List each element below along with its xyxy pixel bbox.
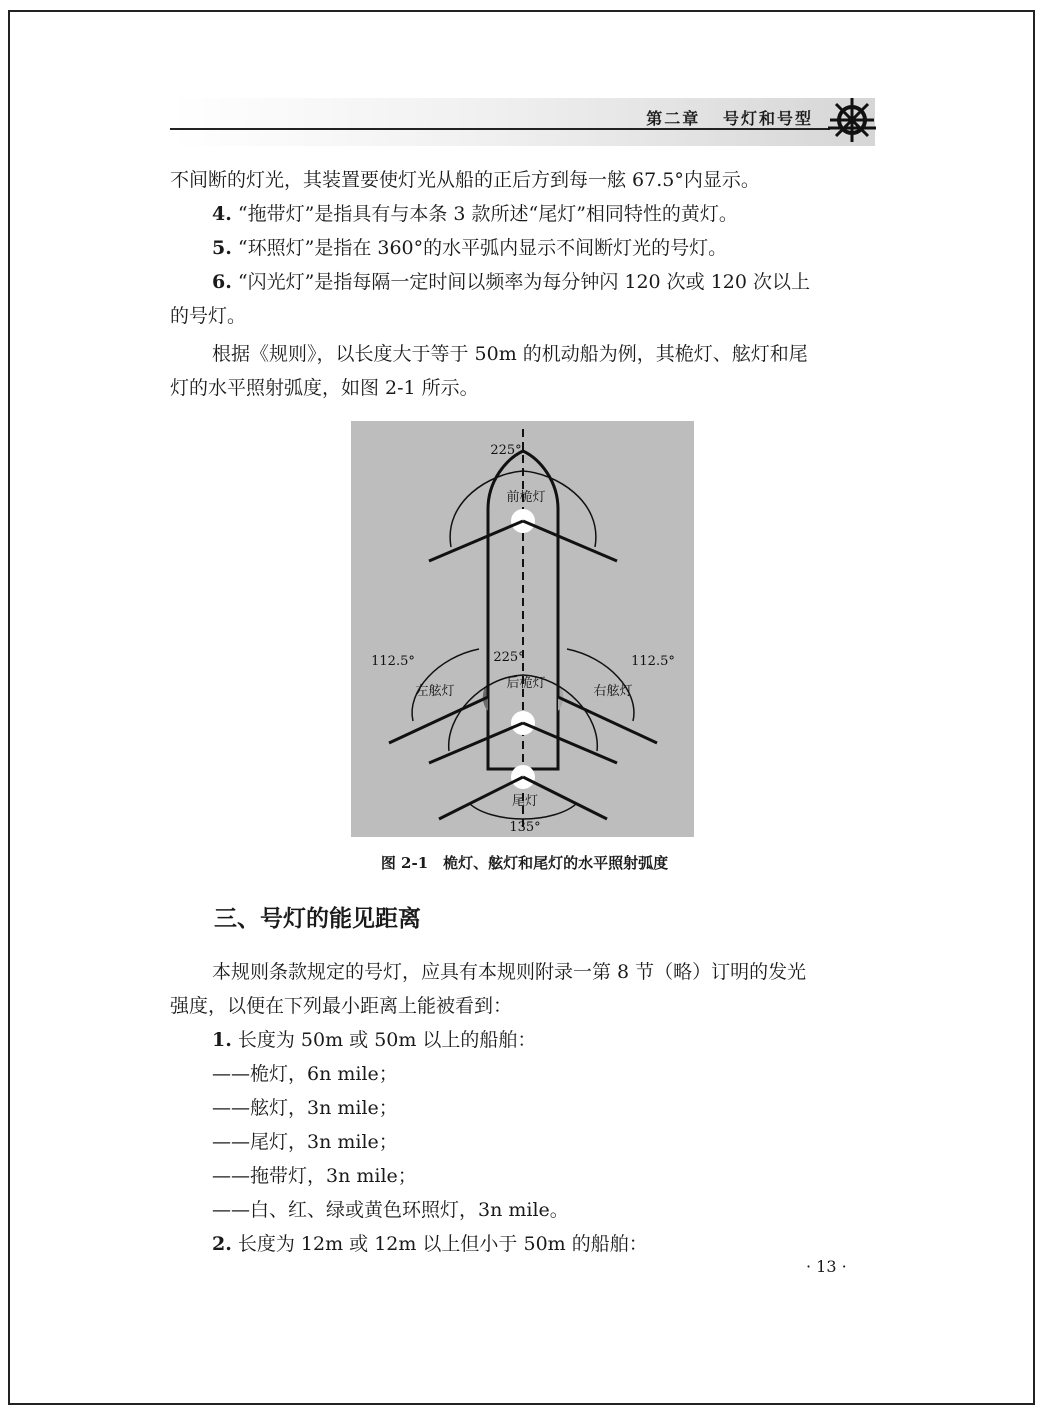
- body-paragraph: 本规则条款规定的号灯，应具有本规则附录一第 8 节（略）订明的发光: [212, 961, 807, 983]
- rear-light-label: 后桅灯: [506, 676, 546, 691]
- definition-5: 5. “环照灯”是指在 360°的水平弧内显示不间断灯光的号灯。: [212, 237, 728, 259]
- light-arc-figure: [351, 421, 694, 837]
- rear-angle-label: 225°: [493, 650, 525, 665]
- front-angle-label: 225°: [490, 443, 522, 458]
- intro-paragraph-cont: 灯的水平照射弧度，如图 2-1 所示。: [170, 377, 479, 399]
- page-number: · 13 ·: [806, 1257, 847, 1276]
- stbd-angle-label: 112.5°: [631, 654, 675, 669]
- front-light-label: 前桅灯: [506, 490, 546, 505]
- definition-4: 4. “拖带灯”是指具有与本条 3 款所述“尾灯”相同特性的黄灯。: [212, 203, 738, 225]
- figure-caption: 图 2-1 桅灯、舷灯和尾灯的水平照射弧度: [380, 854, 669, 872]
- header-chapter: 第二章: [646, 109, 701, 128]
- list-item: ——拖带灯，3n mile；: [212, 1165, 417, 1187]
- section-heading: 三、号灯的能见距离: [214, 906, 421, 932]
- header-title: 号灯和号型: [722, 109, 813, 128]
- port-angle-label: 112.5°: [371, 654, 415, 669]
- list-item: ——舷灯，3n mile；: [212, 1097, 398, 1119]
- stbd-light-label: 右舷灯: [593, 684, 633, 699]
- paragraph-continued: 不间断的灯光，其装置要使灯光从船的正后方到每一舷 67.5°内显示。: [170, 169, 760, 191]
- body-paragraph-cont: 强度，以便在下列最小距离上能被看到：: [170, 995, 513, 1017]
- list-item: ——白、红、绿或黄色环照灯，3n mile。: [212, 1199, 569, 1221]
- port-light-label: 左舷灯: [415, 684, 455, 699]
- definition-6-cont: 的号灯。: [170, 305, 247, 327]
- list-item: ——桅灯，6n mile；: [212, 1063, 398, 1085]
- list-item: ——尾灯，3n mile；: [212, 1131, 398, 1153]
- list-heading-1: 1. 长度为 50m 或 50m 以上的船舶：: [212, 1029, 537, 1051]
- ship-helm-icon: [826, 94, 878, 146]
- definition-6: 6. “闪光灯”是指每隔一定时间以频率为每分钟闪 120 次或 120 次以上: [212, 271, 811, 293]
- running-header: [646, 106, 813, 129]
- intro-paragraph: 根据《规则》，以长度大于等于 50m 的机动船为例，其桅灯、舷灯和尾: [212, 343, 808, 365]
- list-heading-2: 2. 长度为 12m 或 12m 以上但小于 50m 的船舶：: [212, 1233, 648, 1255]
- stern-light-label: 尾灯: [511, 794, 539, 809]
- stern-angle-label: 135°: [509, 820, 541, 835]
